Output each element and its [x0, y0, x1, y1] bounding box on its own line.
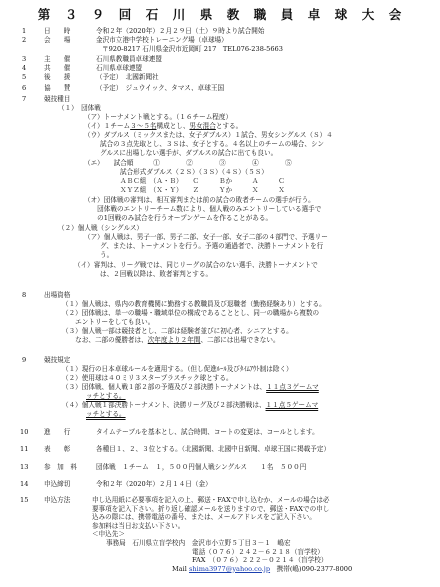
game-format: １１点３ゲームマ [266, 383, 319, 391]
qual-line-2: （２）団体戦は、単一の職場・職域単位の構成であることとし、同一の職場から複数の [62, 309, 320, 317]
text: なお、二部の優勝者は、 [62, 336, 148, 344]
section-key: 出場資格 [44, 291, 71, 299]
section-key: 申込方法 [44, 496, 71, 504]
page-title: 第 ３ ９ 回 石 川 県 教 職 員 卓 球 大 会 [37, 7, 403, 22]
office-fax: FAX （０７６）２２２－０２１４（盲学校） [192, 556, 328, 565]
info-num: 1 [22, 27, 27, 35]
individual-event-i-1: （イ）審判は、リーグ戦では、同じリーグの試合のない選手、決勝トーナメントで [74, 261, 318, 269]
team-event-u-1: （ウ）ダブルス（ミックスまたは、女子ダブルス）１試合、男女シングルス（Ｓ）４ [84, 131, 333, 139]
qual-line-3: エントリーをしても良い。 [62, 318, 155, 326]
info-num: 6 [22, 84, 27, 92]
team-event-o-2: 団体戦のエントリーチーム数により、個人戦のみエントリーしている選手で [84, 205, 322, 213]
restriction-period: 次年度より２年間 [147, 336, 201, 344]
individual-event-a-2: グ、または、トーナメントを行う。予選の通過者で、決勝トーナメントを行 [100, 242, 324, 250]
apply-line-4: 参加料は当日お支払い下さい。 [92, 521, 185, 530]
text: （４）個人戦１部決勝トーナメント、決勝リーグ及び２部決勝戦は、 [62, 401, 266, 409]
rule-3-cont [86, 392, 126, 401]
team-event-i [84, 122, 242, 131]
info-key: 協 賛 [44, 84, 71, 92]
individual-event-a-1: （ア）個人戦は、男子一部、男子二部、女子一部、女子二部の４部門で、予選リー [84, 233, 328, 241]
section-key: 競技規定 [44, 356, 71, 364]
apply-line-1: 申し込用紙に必要事項を記入の上、郵送・FAXで申し込むか、メールの場合は必 [92, 496, 330, 504]
section-text: 令和２年（2020年）２月１４日（金） [96, 480, 212, 488]
xyz-group-row: ＸＹＺ組 （Ｘ・Ｙ） Ｚ Ｙか Ｘ Ｘ [120, 186, 285, 194]
info-key: 共 催 [44, 64, 71, 72]
info-text: 令和２年（2020年）２月２９日（土）９時より試合開始 [96, 27, 265, 35]
match-order-header: （エ） 試合順 ① ② ③ ④ ⑤ [84, 159, 292, 167]
team-event-heading: （１） 団体戦 [58, 104, 101, 112]
apply-line-2: 要事項を記入下さい。折り返し確認メールを送りますので、郵送・FAXでの申し [92, 504, 330, 513]
rule-1: （１）現行の日本卓球ルールを適用する。（但し促進ﾙｰﾙ及びﾀｲﾑｱｳﾄ制は除く） [62, 365, 293, 373]
qual-line-4: （３）個人戦一部は競技者とし、二部は経験者並びに初心者、シニアとする。 [62, 327, 293, 335]
section-num: 14 [20, 480, 29, 488]
individual-event-a-3: う。 [100, 251, 114, 259]
qual-line-5 [62, 336, 280, 345]
info-num: 4 [22, 64, 27, 72]
individual-event-i-2: は、２回戦以降は、敗者審判とする。 [100, 270, 213, 278]
info-num: 2 [22, 36, 27, 44]
team-event-o-1: （オ）団体戦の審判は、相互審判または前の試合の敗者チームの選手が行う。 [84, 196, 315, 204]
text: （３）団体戦、個人戦１部２部の予選及び２部決勝トーナメントは、 [62, 383, 267, 391]
info-text: （予定） ジュウイック、タマス、卓球王国 [96, 84, 225, 92]
section-num: 13 [20, 463, 29, 471]
info-key: 競技種目 [44, 95, 71, 103]
team-event-u-3: グルスに出場しない選手が、ダブルスの試合に出ても良い。 [100, 149, 278, 157]
info-text: 石川県教職員卓球連盟 [96, 55, 162, 63]
section-num: 15 [20, 496, 29, 504]
section-num: 8 [22, 291, 27, 299]
game-format: ッチとする。 [86, 410, 126, 418]
section-text: 団体戦 １チーム １，５００円個人戦シングルス １名 ５００円 [96, 463, 307, 471]
office-address: 事務局 石川県立盲学校内 金沢市小立野５丁目３－１ 嶋宏 [106, 538, 291, 547]
mail-label: Mail [172, 564, 187, 573]
section-key: 表 彰 [44, 445, 71, 453]
apply-line-3: 込みの際には、携帯電話の番号、または、メールアドレスをご記入下さい。 [92, 513, 316, 522]
match-format-row: 試合形式ダブルス（２Ｓ）（３Ｓ）（４Ｓ）（５Ｓ） [120, 168, 268, 176]
qual-line-1: （１）個人戦は、県内の教育機関に勤務する教職員及び退職者（勤務経験あり）とする。 [62, 300, 326, 308]
rule-4 [62, 401, 318, 410]
section-key: 進 行 [44, 428, 71, 436]
text: 構成とし、 [156, 122, 190, 130]
info-key: 主 催 [44, 55, 71, 63]
rule-4-cont [86, 410, 126, 419]
section-num: 9 [22, 356, 27, 364]
email-link[interactable]: shima3977@yahoo.co.jp [189, 564, 271, 573]
section-key: 参 加 料 [44, 463, 77, 471]
info-num: 7 [22, 95, 27, 103]
contact-line [172, 565, 424, 574]
venue-address: 〒920-8217 石川県金沢市近岡町 217 TEL076-238-5663 [102, 44, 283, 53]
team-event-a: （ア）トーナメント戦とする。（１６チーム程度） [84, 113, 233, 121]
mobile-number: 携帯(嶋)090-2377-8000 [276, 564, 353, 573]
info-num: 3 [22, 55, 27, 63]
text: 、二部には出場できない。 [200, 336, 280, 344]
team-event-u-2: 試合の３点先取とし、３Ｓは、女子とする。４名以上のチームの場合、シン [100, 140, 325, 148]
team-event-o-3: の1回戦のみ試合を行うオープンゲームを作ることがある。 [84, 214, 273, 222]
info-key: 会 場 [44, 36, 71, 44]
info-key: 日 時 [44, 27, 71, 35]
members-range: ３～５名 [130, 122, 157, 130]
apply-to-label: ＜申込先＞ [92, 530, 125, 539]
info-text: 金沢市立港中学校トレーニング場（卓球場） [96, 36, 228, 44]
individual-event-heading: （２）個人戦（シングルス） [58, 224, 144, 232]
text: （イ）１チーム [84, 122, 131, 130]
game-format: ッチとする。 [86, 392, 126, 400]
info-key: 後 援 [44, 73, 71, 81]
section-num: 11 [20, 445, 29, 453]
rule-2: （２）使用球は４０ミリ３スタープラスチック球とする。 [62, 374, 233, 382]
rule-3 [62, 383, 319, 392]
info-num: 5 [22, 73, 27, 81]
section-text: 各種目１、２、３位とする。（北國新聞、北國中日新聞、卓球王国に掲載予定） [96, 445, 331, 453]
game-format: １１点５ゲームマ [265, 401, 319, 409]
section-text: タイムテーブルを基本とし、試合時間、コートの変更は、コールとします。 [96, 428, 319, 436]
office-tel: 電話（０７６）２４２－６２１８（盲学校） [192, 547, 324, 556]
info-text: （予定） 北國新聞社 [96, 73, 159, 81]
text: とする。 [215, 122, 243, 130]
mixed-gender: 男女混合 [189, 122, 216, 130]
abc-group-row: ＡＢＣ組 （Ａ・Ｂ） Ｃ Ｂか Ａ Ｃ [120, 177, 285, 185]
section-key: 申込締切 [44, 480, 71, 488]
info-text: 石川県卓球連盟 [96, 64, 143, 72]
section-num: 10 [20, 428, 29, 436]
